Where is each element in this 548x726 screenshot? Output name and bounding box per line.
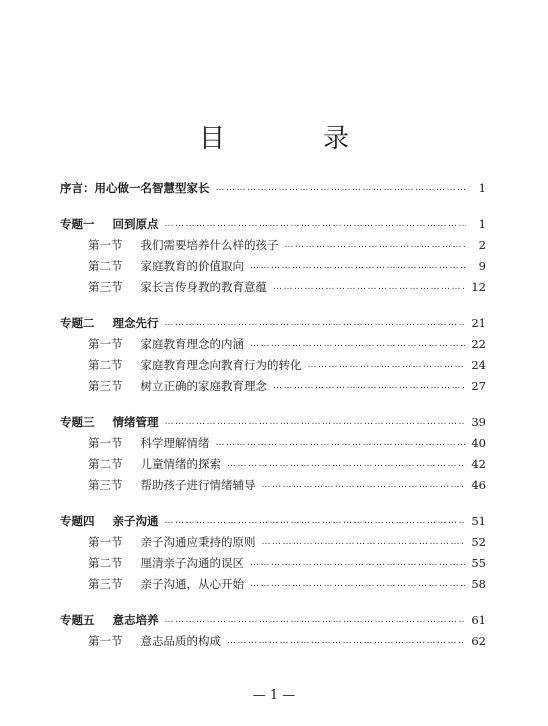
topic-title bbox=[60, 511, 159, 532]
dot-leader bbox=[165, 511, 466, 532]
dot-leader bbox=[250, 553, 465, 574]
toc-entry-topic[interactable] bbox=[60, 313, 486, 334]
toc-entry-section[interactable] bbox=[60, 355, 486, 376]
section-name: 科学理解情绪 bbox=[140, 436, 210, 450]
page-title: 目 录 bbox=[198, 124, 385, 154]
dot-leader bbox=[227, 454, 465, 475]
dot-leader bbox=[308, 355, 466, 376]
toc-entry-section[interactable] bbox=[60, 532, 486, 553]
section-name: 树立正确的家庭教育理念 bbox=[140, 379, 267, 393]
section-name: 家庭教育理念向教育行为的转化 bbox=[140, 358, 302, 372]
section-number: 第三节 bbox=[88, 577, 123, 591]
section-name: 家庭教育的价值取向 bbox=[140, 259, 244, 273]
section-number: 第一节 bbox=[88, 535, 123, 549]
page-number: 24 bbox=[471, 358, 486, 372]
topic-number: 专题二 bbox=[60, 316, 95, 330]
section-title bbox=[88, 277, 267, 298]
toc-entry-section[interactable] bbox=[60, 376, 486, 397]
toc-entry-section[interactable] bbox=[60, 277, 486, 298]
toc-entry-section[interactable] bbox=[60, 475, 486, 496]
section-title bbox=[88, 574, 244, 595]
dot-leader bbox=[227, 631, 465, 652]
section-name: 亲子沟通，从心开始 bbox=[140, 577, 244, 591]
dot-leader bbox=[250, 334, 465, 355]
section-number: 第三节 bbox=[88, 280, 123, 294]
section-number: 第一节 bbox=[88, 634, 123, 648]
toc-entry-section[interactable] bbox=[60, 631, 486, 652]
topic-list bbox=[60, 214, 486, 652]
section-number: 第一节 bbox=[88, 238, 123, 252]
section-number: 第一节 bbox=[88, 337, 123, 351]
table-of-contents bbox=[60, 178, 486, 652]
toc-entry-section[interactable] bbox=[60, 454, 486, 475]
toc-entry-topic[interactable] bbox=[60, 214, 486, 235]
topic-title bbox=[60, 214, 159, 235]
dot-leader bbox=[250, 574, 465, 595]
dot-leader bbox=[273, 277, 465, 298]
section-title bbox=[88, 355, 302, 376]
dot-leader bbox=[165, 313, 466, 334]
dot-leader bbox=[262, 532, 466, 553]
section-name: 家长言传身教的教育意蕴 bbox=[140, 280, 267, 294]
section-title bbox=[88, 376, 267, 397]
topic-title bbox=[60, 412, 159, 433]
section-number: 第二节 bbox=[88, 358, 123, 372]
section-title bbox=[88, 475, 256, 496]
dot-leader bbox=[165, 214, 467, 235]
section-name: 厘清亲子沟通的误区 bbox=[140, 556, 244, 570]
dot-leader bbox=[250, 256, 466, 277]
topic-name: 理念先行 bbox=[112, 316, 159, 330]
topic-name: 亲子沟通 bbox=[112, 514, 159, 528]
dot-leader bbox=[216, 433, 466, 454]
section-name: 儿童情绪的探索 bbox=[140, 457, 221, 471]
toc-entry-section[interactable] bbox=[60, 256, 486, 277]
page-number: 51 bbox=[471, 514, 486, 528]
topic-name: 意志培养 bbox=[112, 613, 159, 627]
section-number: 第二节 bbox=[88, 457, 123, 471]
page-number: 46 bbox=[471, 478, 486, 492]
toc-entry-topic[interactable] bbox=[60, 412, 486, 433]
toc-entry-section[interactable] bbox=[60, 433, 486, 454]
toc-entry-topic[interactable] bbox=[60, 610, 486, 631]
toc-entry-section[interactable] bbox=[60, 334, 486, 355]
page-number: 55 bbox=[471, 556, 486, 570]
page-number: 9 bbox=[478, 259, 486, 273]
topic-name: 情绪管理 bbox=[112, 415, 159, 429]
dot-leader bbox=[216, 178, 467, 199]
page-number: 58 bbox=[471, 577, 486, 591]
section-title bbox=[88, 235, 279, 256]
section-name: 家庭教育理念的内涵 bbox=[140, 337, 244, 351]
dot-leader bbox=[262, 475, 466, 496]
toc-entry-section[interactable] bbox=[60, 553, 486, 574]
section-title bbox=[88, 334, 244, 355]
section-title bbox=[88, 631, 221, 652]
dot-leader bbox=[273, 376, 465, 397]
section-title bbox=[88, 433, 210, 454]
page-number: 21 bbox=[471, 316, 486, 330]
section-title bbox=[88, 256, 244, 277]
section-title bbox=[88, 454, 221, 475]
section-name: 帮助孩子进行情绪辅导 bbox=[140, 478, 256, 492]
section-number: 第三节 bbox=[88, 379, 123, 393]
topic-number: 专题四 bbox=[60, 514, 95, 528]
dot-leader bbox=[285, 235, 467, 256]
topic-number: 专题三 bbox=[60, 415, 95, 429]
page-number: 12 bbox=[471, 280, 486, 294]
section-name: 我们需要培养什么样的孩子 bbox=[140, 238, 279, 252]
page-number: 1 bbox=[478, 181, 486, 195]
topic-name: 回到原点 bbox=[112, 217, 159, 231]
section-number: 第三节 bbox=[88, 478, 123, 492]
section-title bbox=[88, 532, 256, 553]
page-number: 22 bbox=[471, 337, 486, 351]
topic-title bbox=[60, 610, 159, 631]
page-number: 42 bbox=[471, 457, 486, 471]
section-name: 意志品质的构成 bbox=[140, 634, 221, 648]
dot-leader bbox=[165, 610, 466, 631]
page-number: 40 bbox=[471, 436, 486, 450]
page-number: 27 bbox=[471, 379, 486, 393]
dot-leader bbox=[165, 412, 466, 433]
toc-entry-preface[interactable] bbox=[60, 178, 486, 199]
topic-number: 专题五 bbox=[60, 613, 95, 627]
section-number: 第二节 bbox=[88, 259, 123, 273]
section-name: 亲子沟通应秉持的原则 bbox=[140, 535, 256, 549]
topic-title bbox=[60, 313, 159, 334]
page-number: 39 bbox=[471, 415, 486, 429]
preface-title: 序言：用心做一名智慧型家长 bbox=[60, 181, 210, 195]
toc-entry-topic[interactable] bbox=[60, 511, 486, 532]
toc-entry-section[interactable] bbox=[60, 574, 486, 595]
section-number: 第二节 bbox=[88, 556, 123, 570]
toc-entry-section[interactable] bbox=[60, 235, 486, 256]
page-number: 2 bbox=[478, 238, 486, 252]
topic-number: 专题一 bbox=[60, 217, 95, 231]
page-number: 61 bbox=[471, 613, 486, 627]
page-number: 62 bbox=[471, 634, 486, 648]
section-title bbox=[88, 553, 244, 574]
page-footer: — 1 — bbox=[252, 688, 296, 703]
page-number: 52 bbox=[471, 535, 486, 549]
page-number: 1 bbox=[478, 217, 486, 231]
section-number: 第一节 bbox=[88, 436, 123, 450]
